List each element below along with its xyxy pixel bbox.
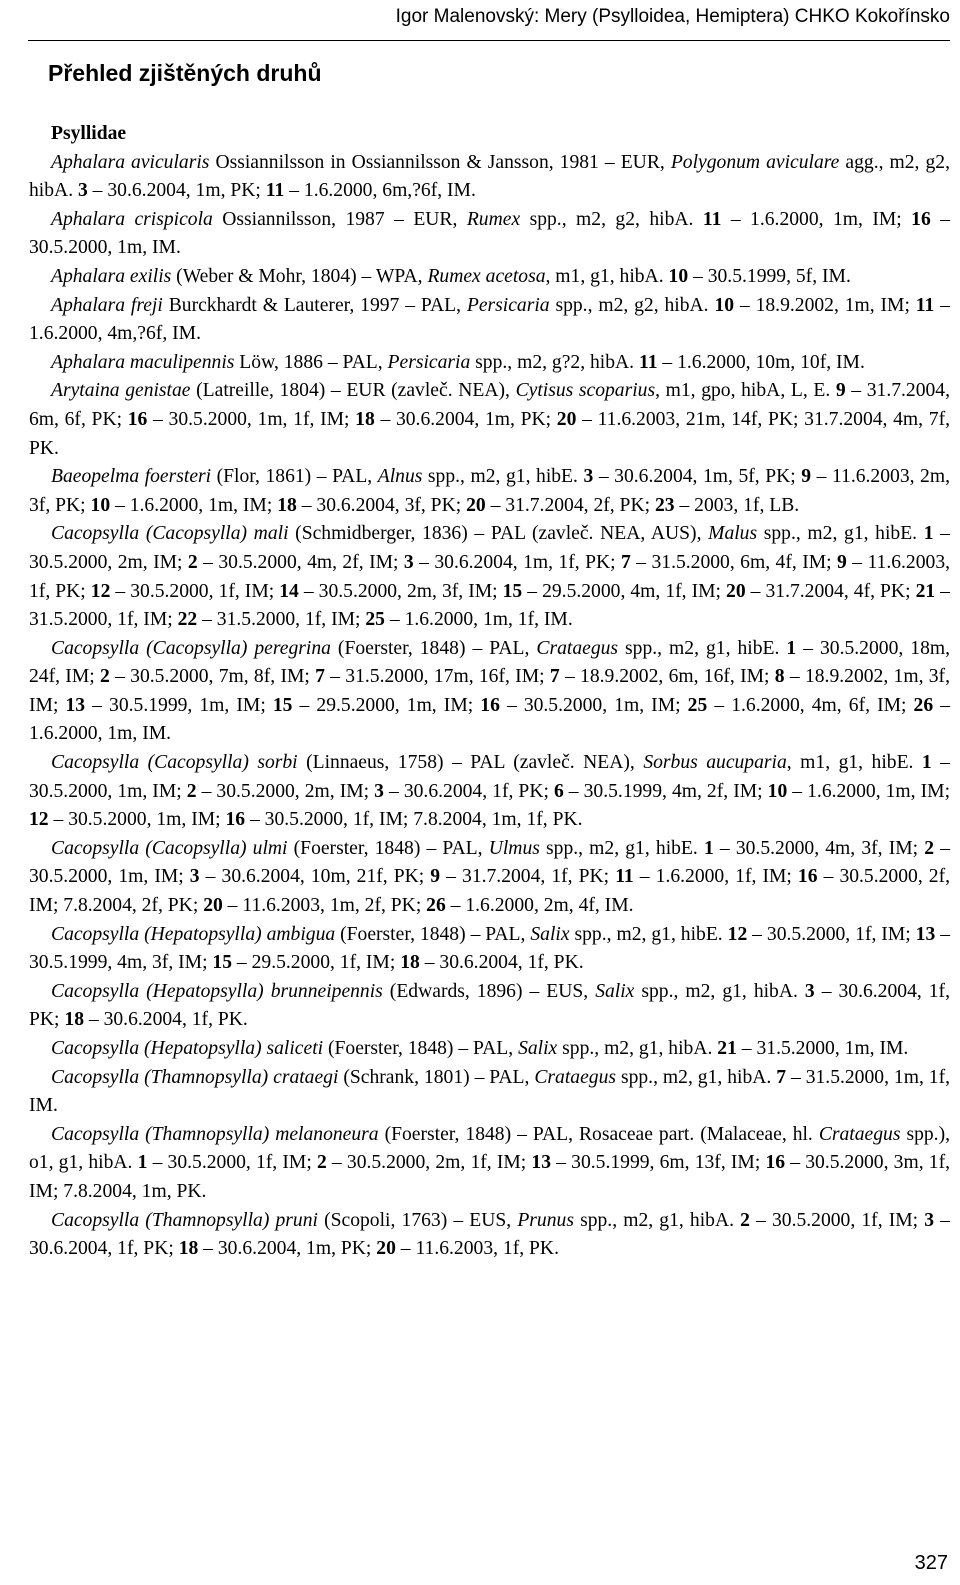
locality-number: 8 (774, 666, 785, 688)
entry-text: – 30.5.2000, 1m, IM; (48, 809, 226, 831)
entry-text: Burckhardt & Lauterer, 1997 – PAL, (162, 294, 467, 316)
entry-text: – 1.6.2000, 1m, 1f, IM. (384, 609, 573, 631)
entry-text: – 1.6.2000, 4m,?6f, IM. (29, 294, 950, 345)
species-list (29, 120, 950, 1264)
locality-number: 3 (403, 551, 414, 573)
taxon-name: Aphalara maculipennis (51, 351, 235, 373)
entry-text: – 30.5.2000, 1m, IM; (29, 837, 950, 888)
entry-text: – 30.6.2004, 1m, PK; (198, 1238, 377, 1260)
species-entry (29, 835, 950, 921)
taxon-name: Salix (530, 923, 570, 945)
locality-number: 2 (316, 1152, 327, 1174)
entry-text: spp., m2, g2, hibA. (520, 208, 703, 230)
entry-text: spp., m2, g1, hibA. (557, 1038, 718, 1059)
species-entry (29, 921, 950, 978)
entry-text: – 1.6.2000, 2m, 4f, IM. (445, 895, 634, 917)
entry-text: , m1, g1, hibA. (545, 265, 669, 287)
entry-text: – 30.5.2000, 1f, IM; (747, 923, 916, 945)
taxon-name: Ulmus (488, 837, 540, 859)
locality-number: 21 (717, 1038, 737, 1059)
species-entry (29, 1207, 950, 1264)
locality-number: 9 (801, 466, 812, 488)
locality-number: 20 (466, 494, 486, 516)
locality-number: 1 (921, 752, 932, 774)
entry-text: – 30.5.1999, 4m, 3f, IM; (29, 923, 950, 974)
entry-text: spp., m2, g1, hibA. (634, 980, 805, 1002)
entry-text: (Schrank, 1801) – PAL, (338, 1066, 535, 1088)
entry-text: – 2003, 1f, LB. (674, 494, 800, 516)
taxon-name: Persicaria (387, 351, 471, 373)
entry-text: – 30.6.2004, 1m, PK; (87, 180, 266, 202)
locality-number: 22 (177, 609, 198, 631)
locality-number: 18 (178, 1238, 199, 1260)
entry-text: spp.), o1, g1, hibA. (29, 1123, 950, 1174)
locality-number: 1 (137, 1152, 148, 1174)
entry-text: – 29.5.2000, 4m, 1f, IM; (522, 580, 727, 602)
entry-text: (Schmidberger, 1836) – PAL (zavleč. NEA, AUS), (288, 523, 709, 545)
entry-text: – 29.5.2000, 1f, IM; (232, 952, 401, 974)
entry-text: – 30.5.2000, 2m, 3f, IM; (298, 580, 503, 602)
taxon-name: Cacopsylla (Thamnopsylla) crataegi (51, 1066, 339, 1088)
entry-text: – 11.6.2003, 1f, PK. (395, 1238, 559, 1260)
species-entry (29, 349, 950, 378)
locality-number: 10 (714, 294, 735, 316)
taxon-name: Prunus (517, 1209, 574, 1231)
locality-number: 11 (265, 180, 285, 202)
entry-text: – 30.5.2000, 1f, IM; 7.8.2004, 1m, 1f, PK. (245, 809, 583, 831)
locality-number: 16 (480, 694, 500, 716)
locality-number: 3 (77, 180, 88, 202)
locality-number: 10 (90, 494, 111, 516)
entry-text: Ossiannilsson in Ossiannilsson & Jansson, 1981 – EUR, (209, 151, 671, 173)
entry-text: – 30.5.2000, 2f, IM; 7.8.2004, 2f, PK; (29, 866, 950, 917)
taxon-name: Alnus (377, 466, 423, 488)
species-entry (29, 206, 950, 263)
species-entry (29, 978, 950, 1035)
entry-text: – 31.5.2000, 1m, IM. (736, 1038, 909, 1059)
locality-number: 26 (426, 895, 446, 917)
locality-number: 15 (272, 694, 293, 716)
locality-number: 13 (65, 694, 86, 716)
entry-text: – 30.6.2004, 1f, PK; (29, 980, 950, 1031)
taxon-name: Aphalara crispicola (51, 208, 213, 230)
species-entry (29, 1064, 950, 1121)
locality-number: 6 (553, 780, 564, 802)
locality-number: 3 (804, 980, 815, 1002)
taxon-name: Crataegus (534, 1066, 617, 1088)
locality-number: 23 (654, 494, 675, 516)
entry-text: – 1.6.2000, 1m, IM; (721, 208, 912, 230)
running-header: Igor Malenovský: Mery (Psylloidea, Hemiptera) CHKO Kokořínsko (395, 6, 950, 27)
entry-text: (Foerster, 1848) – PAL, (330, 637, 537, 659)
entry-text: Löw, 1886 – PAL, (234, 351, 388, 373)
taxon-name: Malus (708, 523, 758, 545)
entry-text: – 11.6.2003, 21m, 14f, PK; 31.7.2004, 4m, 7f, PK. (29, 408, 950, 459)
locality-number: 15 (502, 580, 523, 602)
locality-number: 14 (279, 580, 299, 602)
entry-text: – 30.5.1999, 4m, 2f, IM; (563, 780, 768, 802)
locality-number: 3 (924, 1209, 935, 1231)
taxon-name: Aphalara exilis (51, 265, 172, 287)
family-title: Psyllidae (51, 123, 127, 144)
entry-text: – 30.5.2000, 1m, IM; (29, 752, 950, 802)
entry-text: – 31.7.2004, 2f, PK; (485, 494, 655, 516)
species-entry (29, 377, 950, 463)
locality-number: 12 (727, 923, 748, 945)
entry-text: – 30.5.2000, 1m, IM; (499, 694, 688, 716)
locality-number: 20 (203, 895, 223, 917)
species-entry (29, 635, 950, 749)
locality-number: 15 (212, 952, 233, 974)
locality-number: 11 (702, 208, 722, 230)
locality-number: 16 (911, 208, 931, 230)
entry-text: – 30.5.2000, 1f, IM; (749, 1209, 925, 1231)
entry-text: (Edwards, 1896) – EUS, (382, 980, 596, 1002)
locality-number: 7 (315, 666, 325, 688)
entry-text: , m1, g1, hibE. (786, 752, 922, 774)
taxon-name: Aphalara avicularis (51, 151, 210, 173)
entry-text: – 30.6.2004, 3f, PK; (296, 494, 467, 516)
entry-text: (Linnaeus, 1758) – PAL (zavleč. NEA), (297, 752, 644, 774)
species-entry (29, 292, 950, 349)
locality-number: 10 (767, 780, 788, 802)
locality-number: 12 (90, 580, 111, 602)
taxon-name: Sorbus aucuparia (643, 752, 787, 774)
locality-number: 16 (225, 809, 246, 831)
entry-text: – 1.6.2000, 1m, IM. (29, 694, 951, 745)
entry-text: – 30.5.2000, 1f, IM; (110, 580, 280, 602)
locality-number: 20 (726, 580, 746, 602)
entry-text: – 30.6.2004, 1m, PK; (374, 408, 557, 430)
entry-text: – 30.5.2000, 1f, IM; (147, 1152, 317, 1174)
taxon-name: Cytisus scoparius (515, 380, 656, 402)
locality-number: 2 (186, 780, 197, 802)
locality-number: 26 (913, 694, 934, 716)
section-title: Přehled zjištěných druhů (48, 60, 322, 86)
entry-text: – 31.5.2000, 17m, 16f, IM; (324, 666, 550, 688)
entry-text: – 1.6.2000, 10m, 10f, IM. (657, 351, 865, 373)
entry-text: – 31.7.2004, 1f, PK; (440, 866, 616, 888)
locality-number: 9 (837, 551, 847, 573)
locality-number: 11 (638, 351, 658, 373)
entry-text: spp., m2, g1, hibA. (573, 1209, 741, 1231)
entry-text: – 30.5.1999, 1m, IM; (85, 694, 273, 716)
locality-number: 13 (531, 1152, 552, 1174)
entry-text: – 30.5.2000, 2m, IM; (196, 780, 375, 802)
entry-text: (Latreille, 1804) – EUR (zavleč. NEA), (190, 380, 516, 402)
locality-number: 18 (277, 494, 297, 516)
species-entry (29, 1035, 950, 1064)
entry-text: – 18.9.2002, 1m, 3f, IM; (29, 666, 950, 716)
locality-number: 1 (703, 837, 714, 859)
entry-text: – 11.6.2003, 1f, PK; (29, 551, 951, 602)
taxon-name: Cacopsylla (Cacopsylla) mali (51, 523, 289, 545)
locality-number: 2 (99, 666, 110, 688)
entry-text: – 11.6.2003, 1m, 2f, PK; (222, 895, 427, 917)
entry-text: (Foerster, 1848) – PAL, (335, 923, 531, 945)
entry-text: Ossiannilsson, 1987 – EUR, (212, 208, 467, 230)
taxon-name: Cacopsylla (Hepatopsylla) brunneipennis (51, 980, 383, 1002)
locality-number: 1 (786, 637, 797, 659)
taxon-name: Polygonum aviculare (670, 151, 840, 173)
taxon-name: Baeopelma foersteri (51, 466, 212, 488)
entry-text: – 30.5.2000, 2m, IM; (29, 523, 950, 573)
locality-number: 25 (365, 609, 385, 631)
locality-number: 7 (621, 551, 631, 573)
locality-number: 16 (765, 1152, 786, 1174)
locality-number: 9 (430, 866, 441, 888)
entry-text: (Flor, 1861) – PAL, (211, 466, 378, 488)
species-entry (29, 749, 950, 835)
locality-number: 18 (64, 1009, 84, 1031)
taxon-name: Cacopsylla (Hepatopsylla) saliceti (51, 1038, 324, 1059)
entry-text: – 1.6.2000, 1m, IM; (110, 494, 278, 516)
locality-number: 2 (187, 551, 198, 573)
locality-number: 12 (29, 809, 49, 831)
entry-text: – 31.7.2004, 6m, 6f, PK; (29, 380, 950, 430)
entry-text: , m1, gpo, hibA, L, E. (655, 380, 836, 402)
species-entry (29, 263, 950, 292)
species-entry (29, 463, 950, 520)
entry-text: – 30.6.2004, 1m, 1f, PK; (413, 551, 622, 573)
locality-number: 13 (915, 923, 936, 945)
entry-text: – 18.9.2002, 6m, 16f, IM; (559, 666, 775, 688)
entry-text: – 31.5.2000, 1m, 1f, IM. (29, 1066, 950, 1117)
entry-text: – 30.6.2004, 1m, 5f, PK; (593, 466, 802, 488)
entry-text: – 30.5.2000, 1m, IM. (29, 208, 950, 259)
locality-number: 7 (776, 1066, 787, 1088)
entry-text: spp., m2, g1, hibE. (757, 523, 924, 545)
locality-number: 2 (924, 837, 935, 859)
entry-text: – 29.5.2000, 1m, IM; (292, 694, 481, 716)
taxon-name: Rumex (466, 208, 521, 230)
taxon-name: Cacopsylla (Cacopsylla) ulmi (51, 837, 288, 859)
locality-number: 16 (127, 408, 148, 430)
taxon-name: Persicaria (466, 294, 550, 316)
page-number: 327 (914, 1552, 948, 1574)
entry-text: – 30.5.1999, 6m, 13f, IM; (551, 1152, 766, 1174)
locality-number: 20 (376, 1238, 396, 1260)
taxon-name: Cacopsylla (Hepatopsylla) ambigua (51, 923, 336, 945)
taxon-name: Rumex acetosa (427, 265, 546, 287)
entry-text: – 1.6.2000, 1m, IM; (787, 780, 951, 802)
species-entry (29, 1121, 950, 1207)
entry-text: agg., m2, g2, hibA. (29, 151, 950, 202)
species-entries (29, 149, 950, 1264)
species-entry (29, 149, 950, 206)
locality-number: 3 (374, 780, 384, 802)
locality-number: 2 (740, 1209, 750, 1231)
locality-number: 18 (355, 408, 375, 430)
entry-text: – 30.6.2004, 1f, PK. (419, 952, 584, 974)
taxon-name: Cacopsylla (Cacopsylla) peregrina (51, 637, 331, 659)
entry-text: (Scopoli, 1763) – EUS, (317, 1209, 518, 1231)
locality-number: 3 (583, 466, 594, 488)
header-rule (28, 40, 950, 41)
entry-text: spp., m2, g?2, hibA. (470, 351, 639, 373)
locality-number: 7 (549, 666, 560, 688)
entry-text: – 30.5.1999, 5f, IM. (688, 265, 851, 287)
taxon-name: Salix (595, 980, 635, 1002)
locality-number: 1 (923, 523, 934, 545)
entry-text: – 1.6.2000, 1f, IM; (633, 866, 798, 888)
entry-text: – 30.6.2004, 1f, PK; (383, 780, 554, 802)
taxon-name: Crataegus (818, 1123, 901, 1145)
entry-text: spp., m2, g1, hibE. (569, 923, 728, 945)
entry-text: – 31.5.2000, 6m, 4f, IM; (630, 551, 838, 573)
locality-number: 25 (687, 694, 708, 716)
taxon-name: Cacopsylla (Thamnopsylla) melanoneura (51, 1123, 379, 1145)
entry-text: – 31.5.2000, 1f, IM; (29, 580, 950, 631)
entry-text: – 11.6.2003, 2m, 3f, PK; (29, 466, 950, 516)
taxon-name: Arytaina genistae (51, 380, 191, 402)
locality-number: 21 (915, 580, 936, 602)
taxon-name: Crataegus (536, 637, 619, 659)
entry-text: (Foerster, 1848) – PAL, (287, 837, 489, 859)
entry-text: spp., m2, g1, hibE. (539, 837, 704, 859)
locality-number: 10 (668, 265, 689, 287)
locality-number: 16 (797, 866, 818, 888)
entry-text: – 30.5.2000, 1m, 1f, IM; (147, 408, 356, 430)
entry-text: – 30.5.2000, 4m, 3f, IM; (713, 837, 925, 859)
locality-number: 9 (835, 380, 846, 402)
entry-text: (Foerster, 1848) – PAL, (323, 1038, 519, 1059)
entry-text: – 31.5.2000, 1f, IM; (197, 609, 366, 631)
entry-text: (Foerster, 1848) – PAL, Rosaceae part. (Malaceae, hl. (378, 1123, 819, 1145)
locality-number: 11 (615, 866, 634, 888)
entry-text: spp., m2, g2, hibA. (549, 294, 715, 316)
entry-text: – 1.6.2000, 4m, 6f, IM; (707, 694, 914, 716)
locality-number: 11 (915, 294, 935, 316)
entry-text: – 1.6.2000, 6m,?6f, IM. (284, 180, 476, 202)
entry-text: – 30.5.2000, 18m, 24f, IM; (29, 637, 951, 688)
taxon-name: Aphalara freji (51, 294, 163, 316)
species-entry (29, 520, 950, 634)
taxon-name: Cacopsylla (Cacopsylla) sorbi (51, 752, 298, 774)
entry-text: – 30.5.2000, 7m, 8f, IM; (109, 666, 316, 688)
entry-text: – 30.5.2000, 3m, 1f, IM; 7.8.2004, 1m, PK. (29, 1152, 950, 1202)
entry-text: – 30.6.2004, 1f, PK; (29, 1209, 950, 1260)
taxon-name: Cacopsylla (Thamnopsylla) pruni (51, 1209, 318, 1231)
entry-text: – 30.5.2000, 4m, 2f, IM; (197, 551, 404, 573)
entry-text: – 18.9.2002, 1m, IM; (734, 294, 916, 316)
locality-number: 20 (556, 408, 577, 430)
entry-text: – 30.6.2004, 10m, 21f, PK; (199, 866, 431, 888)
locality-number: 18 (400, 952, 420, 974)
entry-text: (Weber & Mohr, 1804) – WPA, (171, 265, 428, 287)
taxon-name: Salix (518, 1038, 558, 1059)
entry-text: – 30.5.2000, 2m, 1f, IM; (326, 1152, 532, 1174)
entry-text: spp., m2, g1, hibE. (618, 637, 787, 659)
entry-text: – 30.6.2004, 1f, PK. (83, 1009, 248, 1031)
entry-text: – 31.7.2004, 4f, PK; (745, 580, 916, 602)
locality-number: 3 (189, 866, 200, 888)
entry-text: spp., m2, g1, hibA. (616, 1066, 777, 1088)
entry-text: spp., m2, g1, hibE. (422, 466, 584, 488)
